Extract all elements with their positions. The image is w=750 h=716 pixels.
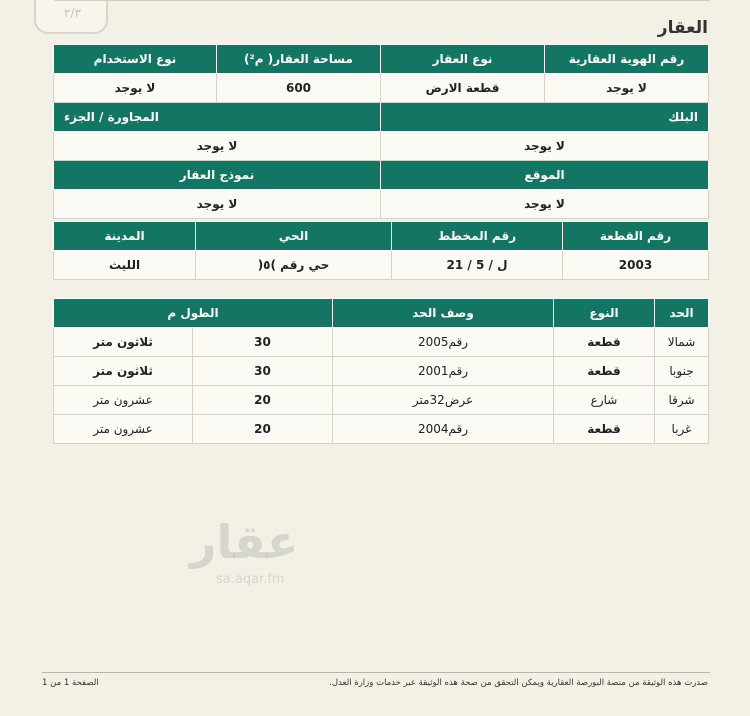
property-value-row-1 xyxy=(54,74,709,103)
table-row xyxy=(54,386,709,415)
boundary-length: 30 xyxy=(193,328,333,357)
value-property-type: قطعة الارض xyxy=(381,74,545,103)
watermark-url: sa.aqar.fm xyxy=(216,572,285,587)
property-value-row-3 xyxy=(54,190,709,219)
boundaries-header-row xyxy=(54,299,709,328)
header-property-area: مساحة العقار( م²) xyxy=(217,45,381,74)
boundary-length-text: عشرون متر xyxy=(54,386,193,415)
boundary-length-text: ثلاثون متر xyxy=(54,357,193,386)
boundary-direction: شرقا xyxy=(655,386,709,415)
value-city: الليث xyxy=(54,251,196,280)
boundary-type: قطعة xyxy=(554,415,655,444)
boundary-type: شارع xyxy=(554,386,655,415)
value-plot-number: 2003 xyxy=(563,251,709,280)
header-property-model: نموذج العقار xyxy=(54,161,381,190)
property-table xyxy=(53,44,709,219)
table-row xyxy=(54,415,709,444)
footer-divider xyxy=(42,672,710,673)
header-city: المدينة xyxy=(54,222,196,251)
boundary-direction: جنوبا xyxy=(655,357,709,386)
page-indicator-text: ٢/٣ xyxy=(64,6,81,20)
boundary-type: قطعة xyxy=(554,328,655,357)
header-real-estate-id: رقم الهوية العقارية xyxy=(545,45,709,74)
boundary-type: قطعة xyxy=(554,357,655,386)
footer-page-number: الصفحة 1 من 1 xyxy=(42,678,99,688)
boundary-length-text: ثلاثون متر xyxy=(54,328,193,357)
property-header-row-1 xyxy=(54,45,709,74)
header-location: الموقع xyxy=(381,161,709,190)
value-plan-number: ل / 5 / 21 xyxy=(392,251,563,280)
plot-table xyxy=(53,221,709,280)
section-title: العقار xyxy=(657,18,708,38)
boundary-direction: غربا xyxy=(655,415,709,444)
header-boundary-description: وصف الحد xyxy=(333,299,554,328)
table-row xyxy=(54,357,709,386)
plot-header-row xyxy=(54,222,709,251)
footer-note: صدرت هذه الوثيقة من منصة البورصة العقارية ويمكن التحقق من صحة هذه الوثيقة عبر خدمات وزارة العدل. xyxy=(329,678,708,688)
header-boundary-type: النوع xyxy=(554,299,655,328)
value-property-model: لا يوجد xyxy=(54,190,381,219)
header-boundary: الحد xyxy=(655,299,709,328)
table-row xyxy=(54,328,709,357)
property-header-row-3 xyxy=(54,161,709,190)
property-header-row-2 xyxy=(54,103,709,132)
header-block: البلك xyxy=(381,103,709,132)
value-usage-type: لا يوجد xyxy=(54,74,217,103)
watermark-text: عقار xyxy=(190,515,299,569)
header-usage-type: نوع الاستخدام xyxy=(54,45,217,74)
header-plan-number: رقم المخطط xyxy=(392,222,563,251)
header-district: الحي xyxy=(196,222,392,251)
value-district: حي رقم )٥( xyxy=(196,251,392,280)
boundary-length: 20 xyxy=(193,386,333,415)
value-location: لا يوجد xyxy=(381,190,709,219)
value-neighborhood-part: لا يوجد xyxy=(54,132,381,161)
aqar-watermark-logo xyxy=(186,515,306,595)
boundary-length: 20 xyxy=(193,415,333,444)
header-boundary-length: الطول م xyxy=(54,299,333,328)
header-plot-number: رقم القطعة xyxy=(563,222,709,251)
plot-value-row xyxy=(54,251,709,280)
top-divider xyxy=(55,0,710,1)
boundary-description: رقم2004 xyxy=(333,415,554,444)
property-value-row-2 xyxy=(54,132,709,161)
page-indicator-badge xyxy=(34,0,108,34)
boundaries-table xyxy=(53,298,709,444)
boundary-length: 30 xyxy=(193,357,333,386)
value-real-estate-id: لا يوجد xyxy=(545,74,709,103)
header-property-type: نوع العقار xyxy=(381,45,545,74)
boundary-description: رقم2005 xyxy=(333,328,554,357)
boundary-description: رقم2001 xyxy=(333,357,554,386)
header-neighborhood-part: المجاورة / الجزء xyxy=(54,103,381,132)
boundary-description: عرض32متر xyxy=(333,386,554,415)
boundary-length-text: عشرون متر xyxy=(54,415,193,444)
value-block: لا يوجد xyxy=(381,132,709,161)
value-property-area: 600 xyxy=(217,74,381,103)
boundary-direction: شمالا xyxy=(655,328,709,357)
